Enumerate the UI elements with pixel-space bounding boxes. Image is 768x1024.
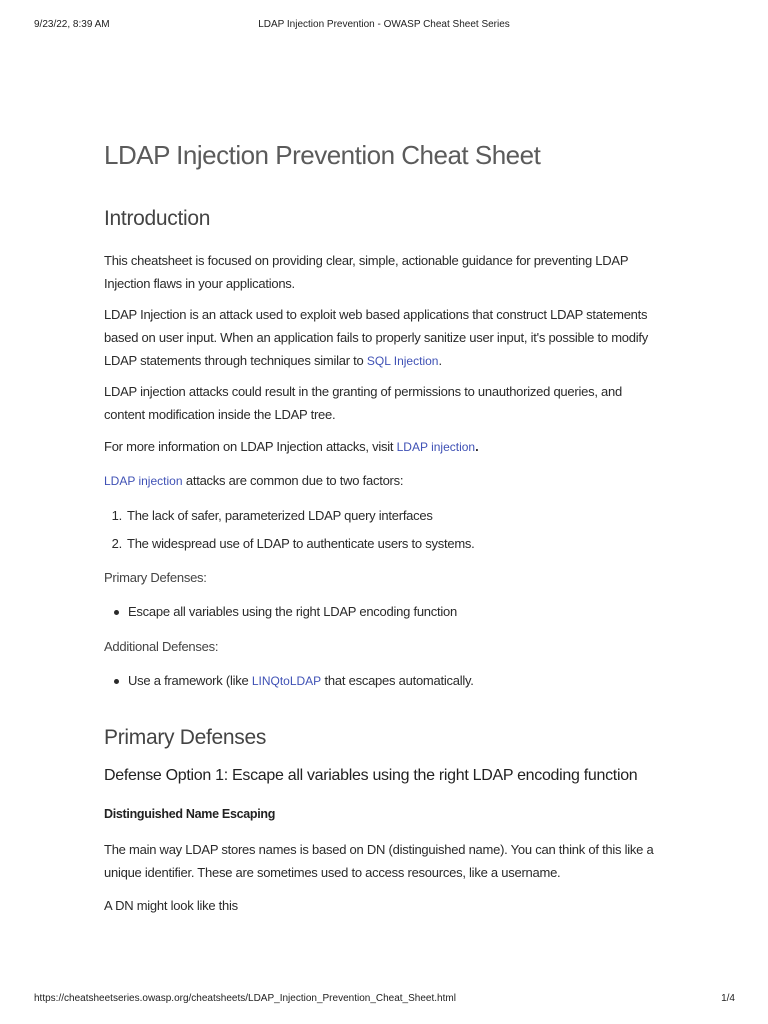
intro-paragraph-1: This cheatsheet is focused on providing clear, simple, actionable guidance for preventing LDAP Injection flaws in your applications. [104,253,629,291]
list-item: Escape all variables using the right LDAP encoding function [104,602,457,630]
sql-injection-link[interactable]: SQL Injection [366,354,439,368]
intro-paragraph-4-end: . [475,439,479,454]
print-datetime: 9/23/22, 8:39 AM [34,19,110,30]
print-header [0,19,768,33]
bullet-icon [114,679,119,684]
intro-paragraph-5 [104,469,664,493]
factors-list [104,506,475,562]
intro-paragraph-2 [104,303,664,373]
introduction-heading: Introduction [104,207,211,230]
print-footer [0,993,768,1007]
list-item: Use a framework (like LINQtoLDAP that escapes automatically. [104,671,474,699]
page-title: LDAP Injection Prevention Cheat Sheet [104,140,541,170]
intro-paragraph-2-end: . [438,353,442,368]
list-item: 1. The lack of safer, parameterized LDAP query interfaces [111,508,433,523]
intro-paragraph-5-text: attacks are common due to two factors: [182,473,404,488]
print-doc-title: LDAP Injection Prevention - OWASP Cheat Sheet Series [258,19,510,30]
dn-paragraph-2: A DN might look like this [104,898,238,913]
additional-defenses-list [104,671,474,699]
primary-defenses-list [104,602,457,630]
print-url: https://cheatsheetseries.owasp.org/cheatsheets/LDAP_Injection_Prevention_Cheat_Sheet.html [34,993,456,1004]
intro-paragraph-3: LDAP injection attacks could result in the granting of permissions to unauthorized queries, and content modification inside the LDAP tree. [104,384,622,422]
bullet-icon [114,610,119,615]
primary-defenses-label: Primary Defenses: [104,570,207,585]
defense-option-1-heading: Defense Option 1: Escape all variables using the right LDAP encoding function [104,767,638,784]
intro-paragraph-4-text: For more information on LDAP Injection attacks, visit [104,439,397,454]
primary-defenses-heading: Primary Defenses [104,726,267,749]
ldap-injection-link[interactable]: LDAP injection [396,440,476,454]
print-page-number: 1/4 [721,993,735,1004]
list-item: 2. The widespread use of LDAP to authenticate users to systems. [111,536,475,551]
additional-defenses-label: Additional Defenses: [104,639,219,654]
intro-paragraph-2-text: LDAP Injection is an attack used to exploit web based applications that construct LDAP statements based on user input. When an application fails to properly sanitize user input, it's possible to modify LDAP statements through techniques similar to [104,307,648,368]
ldap-injection-link-2[interactable]: LDAP injection [104,474,183,488]
dn-escaping-heading: Distinguished Name Escaping [104,807,276,821]
linqtoldap-link[interactable]: LINQtoLDAP [251,674,322,688]
intro-paragraph-4 [104,435,664,459]
dn-paragraph-1: The main way LDAP stores names is based on DN (distinguished name). You can think of this like a unique identifier. These are sometimes used to access resources, like a username. [104,842,654,880]
